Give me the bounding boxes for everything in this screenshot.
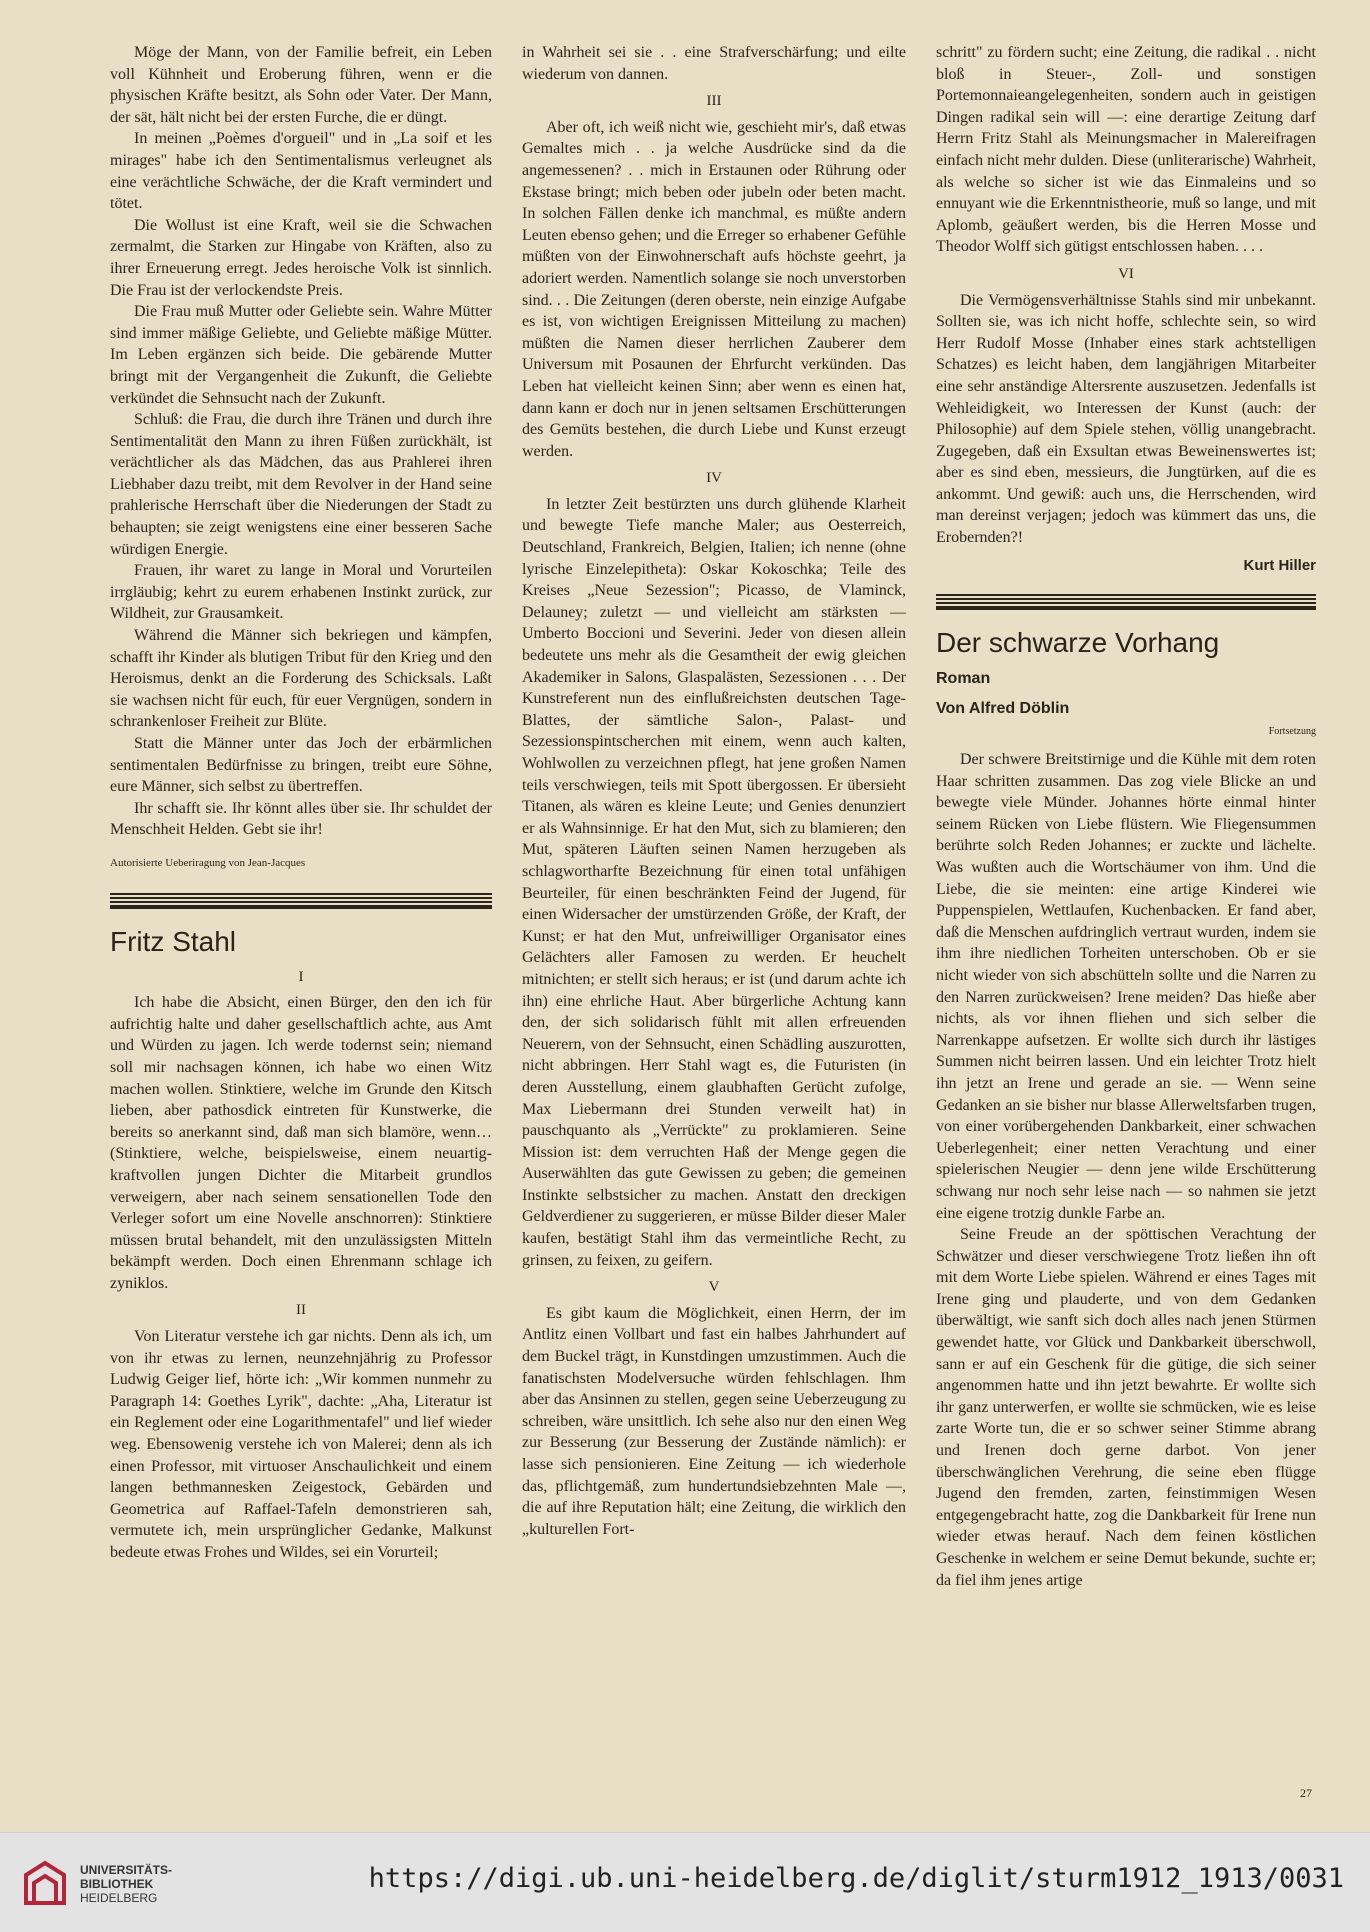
library-name[interactable] (80, 1863, 172, 1905)
novel-author: Von Alfred Döblin (936, 699, 1070, 717)
section-divider-2 (936, 594, 1316, 610)
novel-title: Der schwarze Vorhang (936, 627, 1220, 659)
paragraph: Schluß: die Frau, die durch ihre Tränen und durch ihre Sentimentalität den Mann zu ihren Füßen zurückhält, ist verächtlicher als das Mädchen, das aus Prahlerei ihren Liebhaber dazu treibt, mit dem Revolver in der Hand seine prahlerische Herrschaft über die Niederungen der Stadt zu behaupten; sie zeigt wenigstens eine einer besseren Sache würdigen Energie. (110, 411, 492, 558)
paragraph: Die Frau muß Mutter oder Geliebte sein. Wahre Mütter sind immer mäßige Geliebte, und Geliebte mäßige Mütter. Im Leben ergänzen sich beide. Die gebärende Mutter bringt mit der Vergangenheit die Zukunft, die Geliebte verkündet die Sehnsucht nach der Zukunft. (110, 303, 492, 407)
library-name-line-3: HEIDELBERG (80, 1891, 158, 1905)
section-number-5: V (708, 1279, 720, 1296)
paragraph: Während die Männer sich bekriegen und kämpfen, schafft ihr Kinder als blutigen Tribut für den Krieg und den Heroismus, denkt an die Forderung des Schicksals. Laßt sie wachsen nicht für euch, für euer Vergnügen, sondern in schrankenloser Freiheit zur Blüte. (110, 627, 492, 731)
manifesto-paragraphs (110, 42, 492, 841)
section-divider (110, 893, 492, 909)
paragraph: Frauen, ihr waret zu lange in Moral und Vorurteilen irrgläubig; kehrt zu eurem erhabenen Instinkt zurück, zur Wildheit, zur Grausamkeit. (110, 562, 492, 623)
paragraph: Der schwere Breitstirnige und die Kühle mit dem roten Haar schritten zusammen. Das zog viele Blicke an und bewegte viele Münder. Johannes hörte einmal hinter seinem Rücken von Liebe flüstern. Wie Fliegensummen berührte solch Reden Johannes; er zuckte und lächelte. Was wußten auch die Wortschäumer von ihm. Und die Liebe, die sie meinten: eine artige Kinderei wie Puppenspielen, Wettlaufen, Kuchenbacken. Er fand aber, daß die Menschen aufdringlich vertraut wurden, indem sie ihm ihre niedlichen Torheiten unterschoben. Ob er sie nicht wieder von sich abschütteln sollte und die Narren zu den Narren zurückweisen? Irene meiden? Das hieße aber nichts, als vor ihnen fliehen und sich selber die Narrenkappe aufsetzen. Er wollte sich durch ihr lästiges Summen nicht beirren lassen. Und ein leichter Trotz hielt ihn jetzt an Irene und gerade an sie. — Wenn seine Gedanken an sie bisher nur blasse Allerweltsfarben trugen, von einer vorübergehenden Dankbarkeit, einer schwachen Ueberlegenheit; einer netten Verachtung und einer spielerischen Neugier — denn jene wilde Erschütterung schwang nur noch sehr leise nach — so nahmen sie jetzt eine eigene trotzig dunkle Farbe an. (936, 751, 1316, 1222)
paragraph: Möge der Mann, von der Familie befreit, ein Leben voll Kühnheit und Eroberung führen, wenn er die physischen Kräfte besitzt, als Sohn oder Vater. Der Mann, der sät, hält nicht bei der ersten Furche, die er düngt. (110, 44, 492, 126)
paragraph: Ich habe die Absicht, einen Bürger, den den ich für aufrichtig halte und daher gesellschaftlich achte, aus Amt und Würden zu jagen. Ich werde todernst sein; niemand soll mir nachsagen können, ich habe wo einen Witz machen wollen. Stinktiere, welche im Grunde den Kitsch lieben, aber pathosdick eintreten für Kunstwerke, die bereits so anerkannt sind, daß man sich blamöre, wenn… (Stinktiere, welche, beispielsweise, einem neuartig-kraftvollen jungen Dichter die Mitarbeit grundlos verweigern, aber nach seinem sensationellen Tode den Verleger sofort um eine Novelle anschnorren): Stinktiere müssen brutal behandelt, mit den unzulässigsten Mitteln bekämpft werden. Doch einen Ehrenmann schlage ich zyniklos. (110, 994, 492, 1292)
section-6-paragraphs (936, 290, 1316, 549)
author-signature: Kurt Hiller (1243, 556, 1316, 574)
library-name-line-2: BIBLIOTHEK (80, 1877, 154, 1891)
viewer-footer (0, 1832, 1370, 1932)
paragraph: Statt die Männer unter das Joch der erbärmlichen sentimentalen Bedürfnisse zu bringen, treibt eure Söhne, eure Männer, sich selbst zu übertreffen. (110, 735, 492, 796)
novel-genre: Roman (936, 670, 991, 688)
section-number-6: VI (1118, 265, 1134, 282)
paragraph: In meinen „Poèmes d'orgueil" und in „La soif et les mirages" habe ich den Sentimentalismus verleugnet als eine verächtliche Schwäche, der die Kraft vermindert und tötet. (110, 130, 492, 213)
paragraph: schritt" zu fördern sucht; eine Zeitung, die radikal . . nicht bloß in Steuer-, Zoll- und sonstigen Portemonnaieangelegenheiten, sondern auch in geistigen Dingen radikal sein will —: eine derartige Zeitung darf Herrn Fritz Stahl als Meinungsmacher in Malereifragen einfach nicht mehr dulden. Diese (unliterarische) Wahrheit, als welche so sicher ist wie das Einmaleins und so ennuyant wie die Erkenntnistheorie, muß so lange, und mit Aplomb, geäußert werden, bis die Herren Mosse und Theodor Wolff sich gütigst entschlossen haben. . . . (936, 44, 1316, 256)
paragraph: Seine Freude an der spöttischen Verachtung der Schwätzer und dieser verschwiegene Trotz ließen ihn oft mit dem Worte Liebe spielen. Während er eines Tages mit Irene ging und plauderte, und von dem Gedanken überwältigt, wie sanft sich doch alles nach jenen Stürmen gewendet hatte, vor Glück und Dankbarkeit überschwoll, sann er auf ein Geschenk für die gütige, die sich seiner angenommen hatte und ihn jetzt bewahrte. Er wollte sich ihr ganz unterwerfen, er wollte sie schmücken, wie es leise zarte Worte tun, die er so schwer seiner Stimme abrang und Irenen doch gerne darbot. Von jener überschwänglichen Verehrung, die seine eben flügge Jugend den fremden, zarten, feinstimmigen Wesen entgegengebracht hatte, zog die Dankbarkeit für Irene nun wieder etwas herauf. Nach dem feinen köstlichen Geschenke in welchem er seine Demut bekunde, suchte er; da fiel ihm jenes artige (936, 1226, 1316, 1589)
column-2 (522, 42, 906, 1540)
paragraph: Von Literatur verstehe ich gar nichts. Denn als ich, um von ihr etwas zu lernen, neunzehnjährig zu Professor Ludwig Geiger lief, hörte ich: „Wir kommen nunmehr zu Paragraph 14: Goethes Lyrik", dachte: „Aha, Literatur ist ein Reglement oder eine Logarithmentafel" und lief wieder weg. Ebensowenig verstehe ich von Malerei; denn als ich einen Professor, mit virtuoser Anschaulichkeit und einem langen bethmannesken Zeigestock, Gebärden und Geometrica auf Raffael-Tafeln demonstrieren sah, vermutete ich, mein ursprünglicher Gedanke, Malkunst bedeute etwas Frohes und Wildes, sei ein Vorurteil; (110, 1328, 492, 1561)
section-number-3: III (706, 93, 722, 110)
paragraph: Es gibt kaum die Möglichkeit, einen Herrn, der im Antlitz einen Vollbart und fast ein halbes Jahrhundert auf dem Buckel trägt, in Kunstdingen umzustimmen. Auch die fanatischsten Modelversuche würden fehlschlagen. Ihm aber das Ansinnen zu stellen, gegen seine Ueberzeugung zu schreiben, wäre unsittlich. Ich sehe also nur den einen Weg zur Besserung (zur Besserung der Zustände nämlich): er lasse sich pensionieren. Eine Zeitung — ich wiederhole das, pflichtgemäß, zum hundertundsiebzehnten Male —, die auf ihre Reputation hält; eine Zeitung, die wirklich den „kulturellen Fort- (522, 1304, 906, 1538)
section-3-paragraphs (522, 117, 906, 463)
section-number-2: II (296, 1302, 306, 1319)
continuation-label: Fortsetzung (1268, 726, 1316, 738)
section-number-1: I (298, 968, 304, 985)
library-name-line-1: UNIVERSITÄTS- (80, 1863, 173, 1877)
column-3-top-paragraphs (936, 42, 1316, 258)
paragraph: Aber oft, ich weiß nicht wie, geschieht mir's, daß etwas Gemaltes mich . . ja welche Ausdrücke sind da die angemessenen? . . mich in Erstaunen oder Rührung oder Ekstase bringt; mich beben oder jubeln oder beten macht. In solchen Fällen denke ich manchmal, es müßte andern Leuten ebenso gehen; und die Erreger so erhabener Gefühle müßten von der Einwohnerschaft aufs höchste geehrt, ja adoriert werden. Namentlich solange sie noch unverstorben sind. . . Die Zeitungen (deren oberste, nein einzige Aufgabe es ist, von wichtigen Ereignissen Mitteilung zu machen) müßten die Namen dieser herrlichen Zauberer dem Universum mit Posaunen der Ehrfurcht verkünden. Das Leben hat vielleicht keinen Sinn; aber wenn es einen hat, dann kann er doch nur in jenen seltsamen Erschütterungen des Gemüts bestehen, die durch Liebe und Kunst erzeugt werden. (522, 118, 906, 460)
section-1-paragraphs (110, 992, 492, 1294)
article-title-fritz-stahl: Fritz Stahl (110, 925, 237, 957)
section-5-paragraphs (522, 1303, 906, 1541)
section-2-paragraphs (110, 1326, 492, 1564)
paragraph: Die Vermögensverhältnisse Stahls sind mir unbekannt. Sollten sie, was ich nicht hoffe, schlechte sein, so wird Herr Rudolf Mosse (Inhaber eines stark achtstelligen Schatzes) es leicht haben, dem langjährigen Mitarbeiter eine sehr anständige Altersrente auszusetzen. Jedenfalls ist Wehleidigkeit, wo Interessen der Kunst (auch: der Philosophie) auf dem Spiele stehen, völlig unangebracht. Zugegeben, daß ein Exsultan etwas Beweinenswertes ist; aber es sind eben, messieurs, die Jungtürken, auf die es ankommt. Und gewiß: auch uns, die Herrschenden, wird man dereinst verjagen; jedoch was kümmert das uns, die Erobernden?! (936, 291, 1316, 547)
permalink-url[interactable]: https://digi.ub.uni-heidelberg.de/diglit/sturm1912_1913/0031 (368, 1863, 1344, 1894)
column-1 (110, 42, 492, 1564)
paragraph: In letzter Zeit bestürzten uns durch glühende Klarheit und bewegte Tiefe manche Maler; aus Oesterreich, Deutschland, Frankreich, Belgien, Italien; ich nenne (ohne lyrische Einzelepitheta): Oskar Kokoschka; Teile des Kreises „Neue Sezession"; Picasso, de Vlaminck, Delauney; zuletzt — und vielleicht am stärksten — Umberto Boccioni und Severini. Jeder von diesen allein bedeutete uns mehr als die Gesamtheit der ewig gleichen Akademiker in Salons, Glaspalästen, Sezessionen . . . Der Kunstreferent nun des einflußreichsten deutschen Tage-Blattes, der sämtliche Salon-, Palast- und Sezessionspintscherchen mit einem, wenn auch kalten, Wohlwollen zu verzeichnen pflegt, hat jene großen Namen teils verschwiegen, teils mit Spott übergossen. Er übersieht Titanen, als wären es kleine Leute; und Genies denunziert er als Wahnsinnige. Er hat den Mut, sich zu blamieren; den Mut, späteren Läuften seinen Namen herzugeben als schlagwortharfte Bezeichnung für einen total unfähigen Beurteiler, für einen beschränkten Feind der Jugend, für einen Widersacher der umstürzenden Größe, der Kraft, der Kunst; er hat den Mut, unfreiwilliger Organisator eines Gelächters aller Famosen zu werden. Er heuchelt mitnichten; er stellt sich heraus; er ist (und darum achte ich ihn) eine ehrliche Haut. Aber bürgerliche Achtung kann den, der sich solidarisch fühlt mit allen erfreuenden Neuerern, von der Sehnsucht, einen Schädling auszurotten, nicht abbringen. Herr Stahl wagt es, die Futuristen (in deren Ausstellung, einem glaubhaften Gerücht zufolge, Max Liebermann drei Stunden verweilt hat) in pauschquanto als „Verrückte" zu proklamieren. Seine Mission ist: dem verruchten Haß der Menge gegen die Auserwählten das gute Gewissen zu geben; die gemeinen Instinkte selbstsicher zu machen. Anstatt den dreckigen Geldverdiener zu suggerieren, er müsse Bilder dieser Maler kaufen, bestätigt Stahl ihm das vermeintliche Recht, zu grinsen, zu feixen, zu geifern. (522, 495, 906, 1269)
paragraph: Ihr schafft sie. Ihr könnt alles über sie. Ihr schuldet der Menschheit Helden. Gebt sie ihr! (110, 799, 492, 839)
paragraph: Die Wollust ist eine Kraft, weil sie die Schwachen zermalmt, die Starken zur Hingabe von Kräften, also zu ihrer Erneuerung erregt. Jedes heroische Volk ist sinnlich. Die Frau ist der verlockendste Preis. (110, 216, 492, 299)
section-4-paragraphs (522, 494, 906, 1271)
column-3 (936, 42, 1316, 1591)
column-2-top-paragraphs (522, 42, 906, 85)
university-library-logo-icon (18, 1857, 72, 1911)
paragraph: in Wahrheit sei sie . . eine Strafverschärfung; und eilte wiederum von dannen. (522, 44, 906, 83)
page-number: 27 (1300, 1786, 1312, 1800)
section-number-4: IV (706, 470, 722, 487)
translation-note: Autorisierte Ueberiragung von Jean-Jacques (110, 856, 306, 869)
novel-paragraphs (936, 749, 1316, 1591)
